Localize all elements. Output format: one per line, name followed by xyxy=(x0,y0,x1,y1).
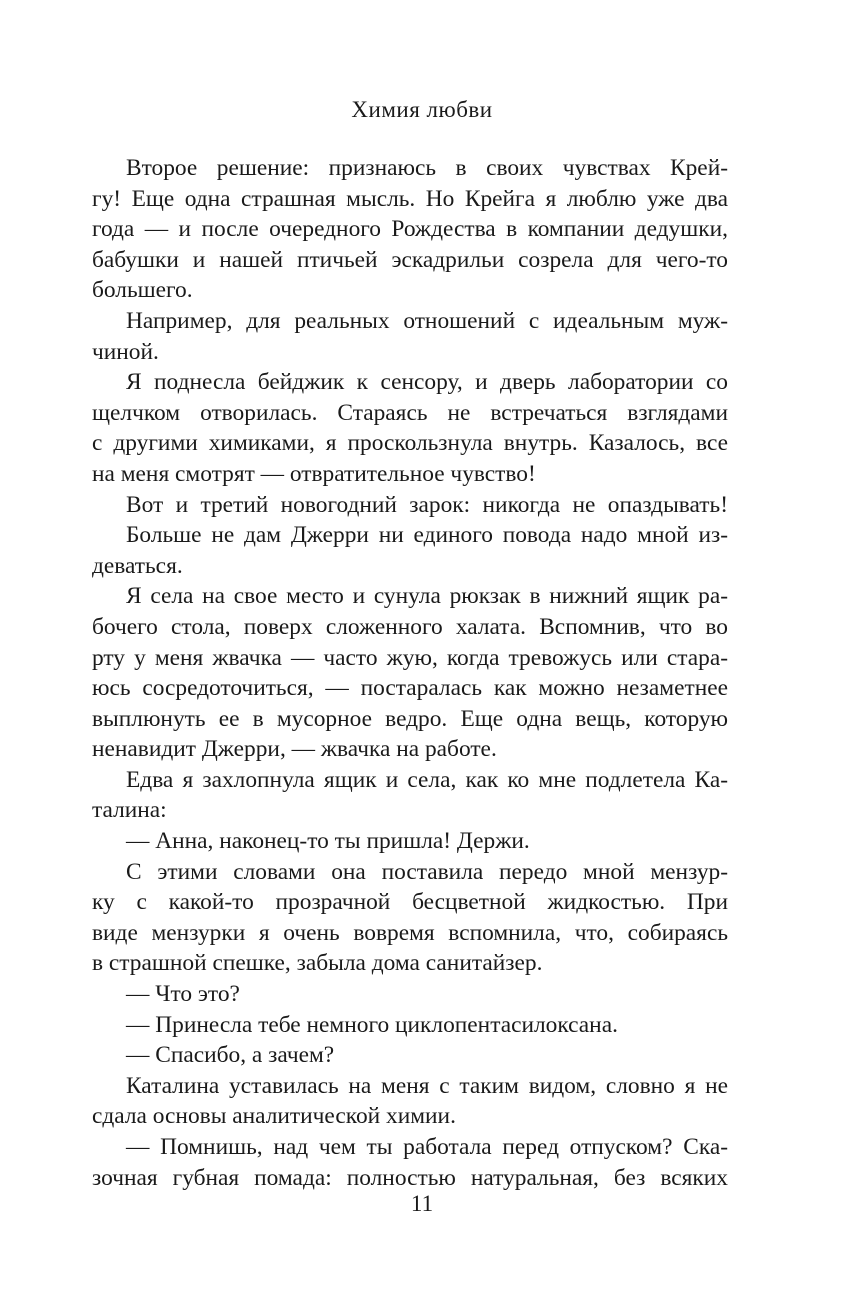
text-line: ненавидит Джерри, — жвачка на работе. xyxy=(92,736,497,763)
text-line: виде мензурки я очень вовремя вспомнила, что, собираясь xyxy=(92,919,728,946)
text-line: в страшной спешке, забыла дома санитайзер. xyxy=(92,950,543,977)
text-line: деваться. xyxy=(92,552,183,579)
text-line: талина: xyxy=(92,797,167,824)
text-line: Больше не дам Джерри ни единого повода надо мной из- xyxy=(126,522,728,549)
text-line: большего. xyxy=(92,277,193,304)
text-line: зочная губная помада: полностью натуральная, без всяких xyxy=(92,1164,728,1191)
text-line: Каталина уставилась на меня с таким видом, словно я не xyxy=(126,1072,728,1099)
text-line: Едва я захлопнула ящик и села, как ко мне подлетела Ка- xyxy=(126,766,728,793)
text-line: с другими химиками, я проскользнула внутрь. Казалось, все xyxy=(92,430,728,457)
text-line: Я села на свое место и сунула рюкзак в нижний ящик ра- xyxy=(126,583,728,610)
text-line: юсь сосредоточиться, — постаралась как можно незаметнее xyxy=(92,675,728,702)
text-line: Например, для реальных отношений с идеальным муж- xyxy=(126,307,728,334)
text-line: — Спасибо, а зачем? xyxy=(126,1042,335,1069)
running-head: Химия любви xyxy=(351,97,493,122)
body-text xyxy=(92,153,728,1193)
text-line: Вот и третий новогодний зарок: никогда не опаздывать! xyxy=(126,491,728,518)
text-line: С этими словами она поставила передо мной мензур- xyxy=(126,858,728,885)
text-line: щелчком отворилась. Стараясь не встречаться взглядами xyxy=(92,399,728,426)
text-line: бабушки и нашей птичьей эскадрильи созрела для чего-то xyxy=(92,246,728,273)
text-line: чиной. xyxy=(92,338,159,365)
text-line: выплюнуть ее в мусорное ведро. Еще одна вещь, которую xyxy=(92,705,728,732)
text-line: ку с какой-то прозрачной бесцветной жидкостью. При xyxy=(92,889,728,916)
page-number: 11 xyxy=(410,1191,434,1216)
text-line: — Помнишь, над чем ты работала перед отпуском? Ска- xyxy=(126,1134,728,1160)
text-line: Второе решение: признаюсь в своих чувствах Крей- xyxy=(126,155,728,181)
text-line: бочего стола, поверх сложенного халата. Вспомнив, что во xyxy=(92,613,728,640)
text-line: гу! Еще одна страшная мысль. Но Крейга я люблю уже два xyxy=(92,185,728,212)
text-line: года — и после очередного Рождества в компании дедушки, xyxy=(92,216,728,243)
text-line: на меня смотрят — отвратительное чувство! xyxy=(92,460,536,487)
text-line: — Что это? xyxy=(126,981,240,1008)
text-line: — Принесла тебе немного циклопентасилоксана. xyxy=(126,1011,618,1038)
text-line: рту у меня жвачка — часто жую, когда тревожусь или стара- xyxy=(92,644,728,671)
text-line: Я поднесла бейджик к сенсору, и дверь лаборатории со xyxy=(126,369,728,396)
text-line: — Анна, наконец-то ты пришла! Держи. xyxy=(126,828,530,855)
text-line: сдала основы аналитической химии. xyxy=(92,1103,456,1130)
